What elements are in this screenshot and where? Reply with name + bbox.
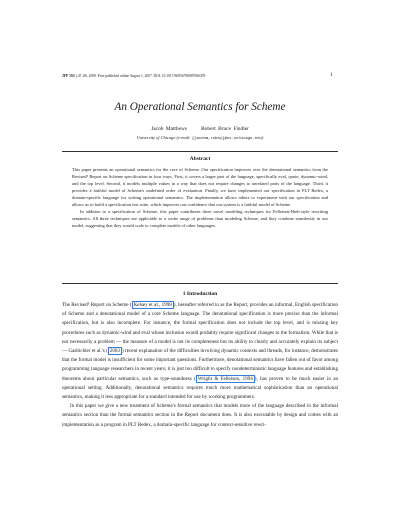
abstract-top-rule	[62, 151, 338, 152]
introduction-body	[62, 301, 338, 430]
abstract-heading: Abstract	[189, 156, 211, 162]
journal-citation: (1):47–86, 2008. First published online August 1, 2007. DOI: 10.1017/S0956796807006478	[72, 74, 206, 78]
affiliation	[0, 135, 400, 141]
abstract-body	[72, 166, 328, 229]
author-name: Jacob Matthews	[151, 126, 187, 132]
abstract-paragraph: In addition to a specification of Scheme, this paper contributes three novel modeling techniques for Felleisen-Hieb-style rewriting semantics. All three techniques are applicable to a wider range of problems than modeling Scheme, and they combine seamlessly in our model, suggesting that they would scale to complete models of other languages.	[72, 209, 328, 229]
author-name: Robert Bruce Findler	[201, 126, 249, 132]
abstract-bottom-rule	[62, 283, 338, 284]
affiliation-close: )	[261, 135, 264, 140]
running-header	[62, 74, 324, 78]
journal-volume: 19	[69, 74, 73, 78]
text-run: ) recent explanation of the difficulties involving dynamic contexts and threads, for instance, demonstrates that the formal model is insufficient for some important questions. Furthermore, denotational semantics have fallen out of favor among programming language researchers in recent years; it is just too difficult to specify nondeterministic language features and establishing theorems about particular semantics, such as type-soundness (	[62, 348, 338, 382]
text-run: ), has proven to be much easier in an operational setting. Additionally, denotational semantics requires much more mathematical sophistication than an operational semantics, making it less appropriate for a standard intended for use by working programmers.	[62, 375, 338, 401]
body-paragraph: In this paper we give a new treatment of Scheme's formal semantics that models more of the language described in the informal semantics section than the formal semantics section in the Report document does. It is also executable by design and comes with an implementation as a program in PLT Redex, a domain-specific language for context-sensitive rewri-	[62, 403, 338, 428]
body-paragraph	[62, 301, 338, 402]
section-heading: 1 Introduction	[182, 291, 218, 297]
citation-link[interactable]: Wright & Felleisen, 1994	[197, 375, 253, 382]
text-run: The Revised⁵ Report on Scheme (	[62, 302, 132, 308]
page-number: 1	[330, 72, 333, 78]
author-list	[0, 126, 400, 132]
text-run: ), hereafter referred to as the Report, provides an informal, English specification of Scheme and a denotational model of a core Scheme language. The denotational specification is more precise than the informal specification, but is also incomplete. For instance, the formal specification does not include the top level, and is missing key procedures such as dynamic-wind and eval whose inclusion would probably require significant changes to the formalism. While that is not necessarily a problem — the measure of a model is not its completeness but its ability to clearly and accurately explain its subject — Gasbichler et al.'s (	[62, 302, 338, 355]
abstract-paragraph: This paper presents an operational semantics for the core of Scheme. Our specification improves over the denotational semantics from the Revised⁵ Report on Scheme specification in four ways. First, it covers a larger part of the language, specifically eval, quote, dynamic-wind, and the top level. Second, it models multiple values in a way that does not require changes to unrelated parts of the language. Third, it provides a faithful model of Scheme's undefined order of evaluation. Finally, we have implemented our specification in PLT Redex, a domain-specific language for writing operational semantics. The implementation allows others to experiment with our specification and allows us to build a specification test suite, which improves our confidence that our system is a faithful model of Scheme.	[72, 167, 328, 208]
institution: University of Chicago (e-mail:	[136, 135, 191, 140]
email-addresses: {jacobm,robby}@cs.uchicago.edu	[191, 137, 262, 141]
citation-link[interactable]: Kelsey et al., 1998	[133, 302, 172, 308]
journal-name: JFP	[62, 74, 69, 78]
citation-link[interactable]: 2003	[109, 348, 120, 355]
paper-title: An Operational Semantics for Scheme	[114, 101, 286, 113]
